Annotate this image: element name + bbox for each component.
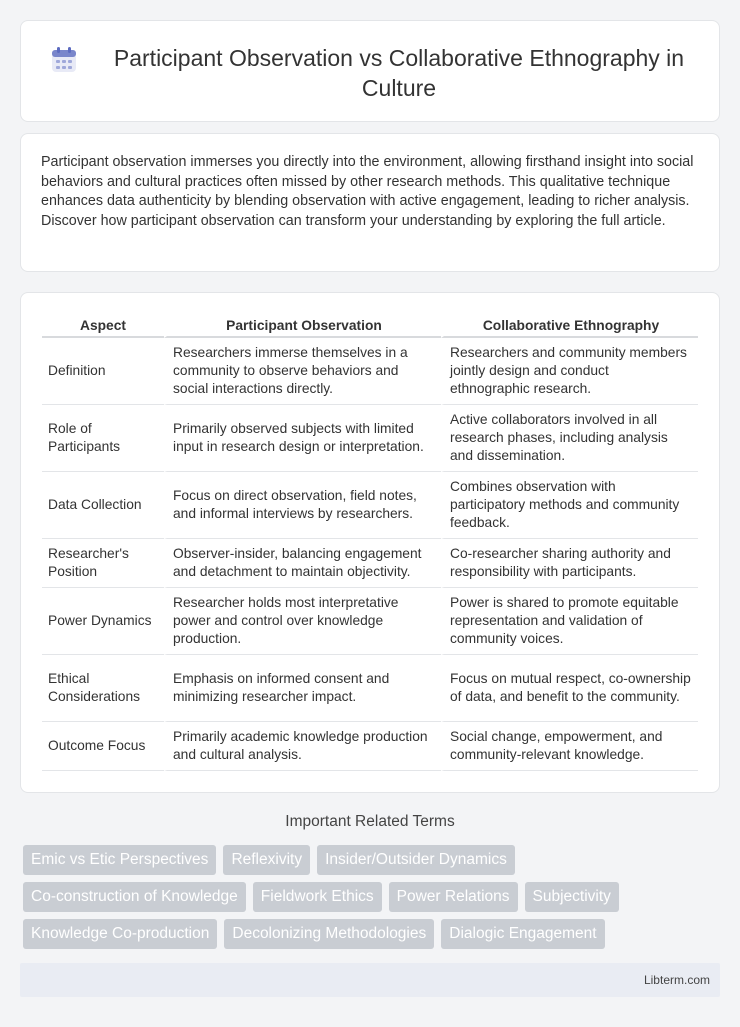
table-row [42,588,698,655]
related-term-tag[interactable]: Decolonizing Methodologies [224,919,434,949]
row-collaborative-ethnography: Active collaborators involved in all research phases, including analysis and dissemination. [441,405,698,472]
related-term-tag[interactable]: Knowledge Co-production [23,919,217,949]
footer [20,963,720,997]
row-participant-observation: Observer-insider, balancing engagement and detachment to maintain objectivity. [164,539,441,588]
table-row [42,472,698,539]
row-collaborative-ethnography: Social change, empowerment, and community-relevant knowledge. [441,722,698,771]
related-terms-list [23,845,683,949]
page-title: Participant Observation vs Collaborative Ethnography in Culture [113,45,685,101]
column-header-aspect: Aspect [42,311,164,338]
header-card [20,20,720,122]
row-participant-observation: Primarily observed subjects with limited input in research design or interpretation. [164,405,441,472]
table-row [42,338,698,405]
row-participant-observation: Emphasis on informed consent and minimizing researcher impact. [164,655,441,722]
related-term-tag[interactable]: Insider/Outsider Dynamics [317,845,515,875]
row-participant-observation: Researchers immerse themselves in a community to observe behaviors and social interactions directly. [164,338,441,405]
intro-card [20,133,720,272]
row-participant-observation: Researcher holds most interpretative power and control over knowledge production. [164,588,441,655]
related-term-tag[interactable]: Subjectivity [525,882,619,912]
related-term-tag[interactable]: Reflexivity [223,845,310,875]
comparison-card [20,292,720,793]
calendar-icon [51,47,77,73]
header [51,43,699,103]
row-aspect: Ethical Considerations [42,655,164,722]
row-aspect: Power Dynamics [42,588,164,655]
related-term-tag[interactable]: Dialogic Engagement [441,919,604,949]
row-aspect: Definition [42,338,164,405]
column-header-participant-observation: Participant Observation [164,311,441,338]
table-row [42,655,698,722]
table-row [42,405,698,472]
footer-site-link[interactable]: Libterm.com [643,973,710,987]
row-aspect: Researcher's Position [42,539,164,588]
related-term-tag[interactable]: Co-construction of Knowledge [23,882,246,912]
row-collaborative-ethnography: Combines observation with participatory methods and community feedback. [441,472,698,539]
comparison-table [42,311,698,771]
table-header-row [42,311,698,338]
row-collaborative-ethnography: Co-researcher sharing authority and responsibility with participants. [441,539,698,588]
related-term-tag[interactable]: Emic vs Etic Perspectives [23,845,216,875]
row-collaborative-ethnography: Researchers and community members jointly design and conduct ethnographic research. [441,338,698,405]
related-term-tag[interactable]: Fieldwork Ethics [253,882,382,912]
column-header-collaborative-ethnography: Collaborative Ethnography [441,311,698,338]
row-collaborative-ethnography: Focus on mutual respect, co-ownership of data, and benefit to the community. [441,655,698,722]
related-term-tag[interactable]: Power Relations [389,882,518,912]
related-terms-title: Important Related Terms [285,813,455,830]
row-participant-observation: Primarily academic knowledge production and cultural analysis. [164,722,441,771]
table-row [42,539,698,588]
row-aspect: Outcome Focus [42,722,164,771]
row-aspect: Role of Participants [42,405,164,472]
row-participant-observation: Focus on direct observation, field notes, and informal interviews by researchers. [164,472,441,539]
row-aspect: Data Collection [42,472,164,539]
row-collaborative-ethnography: Power is shared to promote equitable representation and validation of community voices. [441,588,698,655]
intro-paragraph: Participant observation immerses you directly into the environment, allowing firsthand insight into social behaviors and cultural practices often missed by other research methods. This qualitative technique enhances data authenticity by blending observation with active engagement, leading to richer analysis. Discover how participant observation can transform your understanding by exploring the full article. [41,154,694,229]
table-row [42,722,698,771]
